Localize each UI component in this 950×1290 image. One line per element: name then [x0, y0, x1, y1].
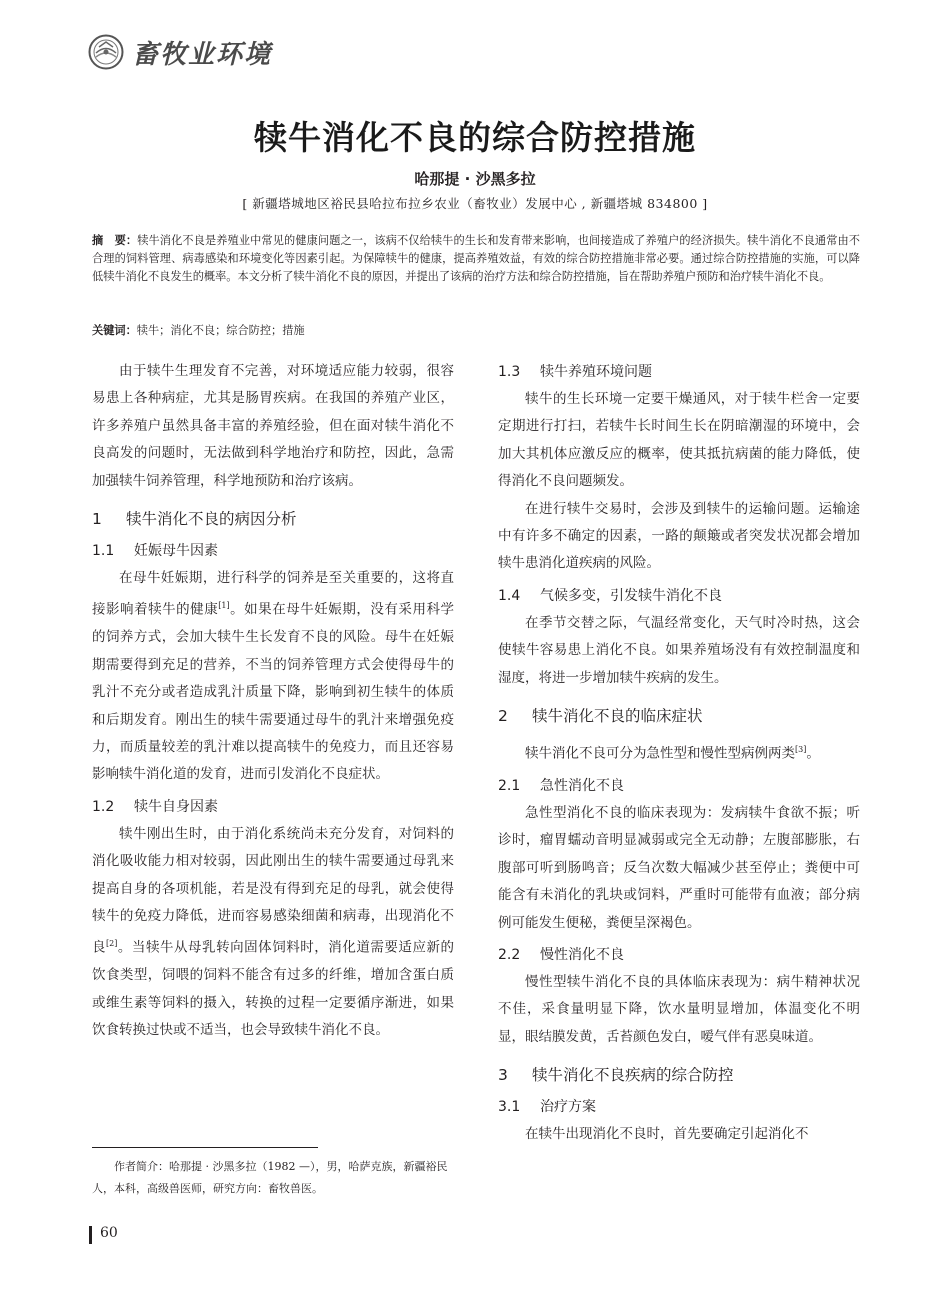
- right-column: [498, 358, 860, 1149]
- abstract-label: 摘 要：: [92, 234, 138, 247]
- section-heading-1-3: 1.3 犊牛养殖环境问题: [498, 364, 652, 380]
- keywords: [92, 322, 860, 338]
- journal-name: 畜牧业环境: [132, 39, 273, 70]
- section-heading-1: 1 犊牛消化不良的病因分析: [92, 510, 297, 529]
- section-heading-3-1: 3.1 治疗方案: [498, 1099, 596, 1116]
- section-heading-2: 2 犊牛消化不良的临床症状: [498, 707, 703, 726]
- keywords-text: 犊牛；消化不良；综合防控；措施: [136, 324, 305, 337]
- paragraph-1-3a: 犊牛的生长环境一定要干燥通风，对于犊牛栏舍一定要定期进行打扫，若犊牛长时间生长在阴暗潮湿的环境中，会加大其机体应激反应的概率，使其抵抗病菌的能力降低，使得消化不良问题频发。: [498, 391, 860, 490]
- paragraph-1-1: 在母牛妊娠期，进行科学的饲养是至关重要的，这将直接影响着犊牛的健康[1]。如果在母牛妊娠期，没有采用科学的饲养方式，会加大犊牛生长发育不良的风险。母牛在妊娠期需要得到充足的营养，不当的饲养管理方式会使得母牛的乳汁不充分或者造成乳汁质量下降，影响到初生犊牛的体质和后期发育。刚出生的犊牛需要通过母牛的乳汁来增强免疫力，而质量较差的乳汁难以提高犊牛的免疫力，而且还容易影响犊牛消化道的发育，进而引发消化不良症状。: [92, 570, 455, 783]
- intro-paragraph: 由于犊牛生理发育不完善，对环境适应能力较弱，很容易患上各种病症，尤其是肠胃疾病。在我国的养殖产业区，许多养殖户虽然具备丰富的养殖经验，但在面对犊牛消化不良高发的问题时，无法做到科学地治疗和防控，因此，急需加强犊牛饲养管理，科学地预防和治疗该病。: [92, 363, 454, 489]
- article-author: 哈那提 · 沙黑多拉: [414, 170, 536, 188]
- paragraph-3-1: 在犊牛出现消化不良时，首先要确定引起消化不: [525, 1126, 809, 1143]
- section-heading-1-4: 1.4 气候多变，引发犊牛消化不良: [498, 587, 722, 604]
- section-heading-2-1: 2.1 急性消化不良: [498, 777, 624, 794]
- footnote-divider: [92, 1147, 318, 1148]
- paragraph-1-3b: 在进行犊牛交易时，会涉及到犊牛的运输问题。运输途中有许多不确定的因素，一路的颠簸或者突发状况都会增加犊牛患消化道疾病的风险。: [498, 500, 860, 572]
- page-number: 60: [100, 1225, 118, 1241]
- abstract: [92, 232, 860, 286]
- paragraph-2-2: 慢性型犊牛消化不良的具体临床表现为：病牛精神状况不佳，采食量明显下降，饮水量明显增加，体温变化不明显，眼结膜发黄，舌苔颜色发白，嗳气伴有恶臭味道。: [498, 974, 860, 1045]
- article-title: 犊牛消化不良的综合防控措施: [254, 118, 696, 157]
- abstract-text: 犊牛消化不良是养殖业中常见的健康问题之一，该病不仅给犊牛的生长和发育带来影响，也间接造成了养殖户的经济损失。犊牛消化不良通常由不合理的饲料管理、病毒感染和环境变化等因素引起。为保障犊牛的健康，提高养殖效益，有效的综合防控措施非常必要。通过综合防控措施的实施，可以降低犊牛消化不良发生的概率。本文分析了犊牛消化不良的原因，并提出了该病的治疗方法和综合防控措施，旨在帮助养殖户预防和治疗犊牛消化不良。: [92, 234, 860, 283]
- citation-ref-2: [2]: [106, 939, 118, 949]
- section-heading-1-1: 1.1 妊娠母牛因素: [92, 543, 218, 560]
- left-column: [92, 358, 454, 1045]
- paragraph-1-4: 在季节交替之际，气温经常变化，天气时冷时热，这会使犊牛容易患上消化不良。如果养殖场没有有效控制温度和湿度，将进一步增加犊牛疾病的发生。: [498, 614, 860, 686]
- journal-logo: [88, 32, 272, 72]
- section-heading-2-2: 2.2 慢性消化不良: [498, 947, 624, 963]
- globe-emblem-icon: [88, 34, 124, 70]
- citation-ref-1: [1]: [218, 601, 230, 611]
- page-number-bar: [89, 1226, 92, 1244]
- author-affiliation: [ 新疆塔城地区裕民县哈拉布拉乡农业（畜牧业）发展中心 , 新疆塔城 834800 ]: [242, 196, 708, 211]
- section-heading-1-2: 1.2 犊牛自身因素: [92, 798, 218, 815]
- paragraph-1-2: 犊牛刚出生时，由于消化系统尚未充分发育，对饲料的消化吸收能力相对较弱，因此刚出生的犊牛需要通过母乳来提高自身的各项机能，若是没有得到充足的母乳，就会使得犊牛的免疫力降低，进而容易感染细菌和病毒，出现消化不良[2]。当犊牛从母乳转向固体饲料时，消化道需要适应新的饮食类型，饲喂的饲料不能含有过多的纤维，增加含蛋白质或维生素等饲料的摄入，转换的过程一定要循序渐进，如果饮食转换过快或不适当，也会导致犊牛消化不良。: [92, 825, 455, 1039]
- paragraph-2: 犊牛消化不良可分为急性型和慢性型病例两类[3]。: [525, 745, 820, 762]
- citation-ref-3: [3]: [795, 745, 807, 755]
- paragraph-2-1: 急性型消化不良的临床表现为：发病犊牛食欲不振；听诊时，瘤胃蠕动音明显减弱或完全无动静；左腹部膨胀，右腹部可听到肠鸣音；反刍次数大幅减少甚至停止；粪便中可能含有未消化的乳块或饲料，严重时可能带有血液；部分病例可能发生便秘，粪便呈深褐色。: [498, 804, 860, 931]
- keywords-label: 关键词：: [92, 324, 137, 337]
- section-heading-3: 3 犊牛消化不良疾病的综合防控: [498, 1066, 734, 1085]
- author-footnote: 作者简介：哈那提 · 沙黑多拉（1982 —），男，哈萨克族，新疆裕民人，本科，高级兽医师，研究方向：畜牧兽医。: [92, 1160, 448, 1195]
